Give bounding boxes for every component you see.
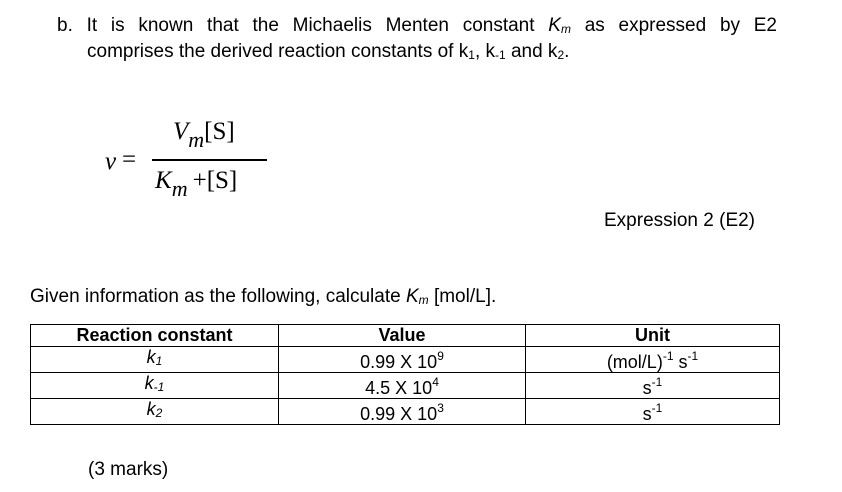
question-line-1 [57,15,777,37]
km-symbol: K [548,15,561,36]
unit-text: (mol/L) [606,352,663,372]
equation-denominator [155,167,237,202]
k-1-subscript: -1 [495,48,506,62]
velocity-symbol: v [105,148,117,175]
unit-text: s [642,378,652,398]
expression-label: Expression 2 (E2) [604,210,756,231]
unit-exponent: -1 [687,349,699,363]
reaction-constants-table [30,324,780,425]
constant-symbol: k [146,399,156,419]
k1-subscript: 1 [468,48,475,62]
value-text: 0.99 X 10 [360,404,438,424]
value-exponent: 3 [437,401,444,415]
table-row [31,399,780,425]
constant-cell [31,373,279,399]
constant-cell [31,399,279,425]
header-unit: Unit [526,325,780,347]
value-text: 4.5 X 10 [365,378,433,398]
substrate-term: +[S] [192,167,238,194]
k2-subscript: 2 [557,48,565,62]
unit-exponent: -1 [651,375,663,389]
table-header-row [31,325,780,347]
constant-subscript: 1 [155,354,163,368]
table-row [31,347,780,373]
value-cell [279,373,526,399]
value-exponent: 4 [432,375,439,389]
question-line-2 [87,41,569,63]
vm-subscript: m [188,127,205,152]
value-text: 0.99 X 10 [360,352,438,372]
given-text: [mol/L]. [428,286,497,307]
value-exponent: 9 [437,349,444,363]
constant-symbol: k [144,373,154,393]
km-symbol: K [155,167,172,194]
marks-label: (3 marks) [88,459,169,480]
value-cell [279,399,526,425]
question-text: as expressed by E2 [570,15,777,36]
question-text: , k [474,41,495,62]
given-information [30,286,496,308]
given-text: Given information as the following, calculate [30,286,406,307]
header-value: Value [279,325,526,347]
unit-exponent: -1 [662,349,674,363]
km-subscript: m [560,22,571,36]
question-text: . [564,41,570,62]
question-text: and k [505,41,558,62]
equals-sign: = [122,146,137,173]
unit-text: s [673,352,688,372]
equation-numerator [173,118,235,153]
constant-subscript: -1 [153,380,165,394]
unit-text: s [642,404,652,424]
unit-cell [526,347,780,373]
question-text: comprises the derived reaction constants of k [87,41,469,62]
constant-cell [31,347,279,373]
fraction-bar [152,159,267,161]
vm-symbol: V [173,118,189,145]
substrate-term: [S] [204,118,235,145]
value-cell [279,347,526,373]
table-row [31,373,780,399]
unit-cell [526,399,780,425]
unit-exponent: -1 [651,401,663,415]
question-text: b. It is known that the Michaelis Menten constant [57,15,549,36]
km-symbol: K [405,286,419,307]
constant-symbol: k [146,347,156,367]
constant-subscript: 2 [155,406,163,420]
header-reaction-constant: Reaction constant [31,325,279,347]
km-subscript: m [418,293,429,307]
unit-cell [526,373,780,399]
km-subscript: m [171,176,188,201]
